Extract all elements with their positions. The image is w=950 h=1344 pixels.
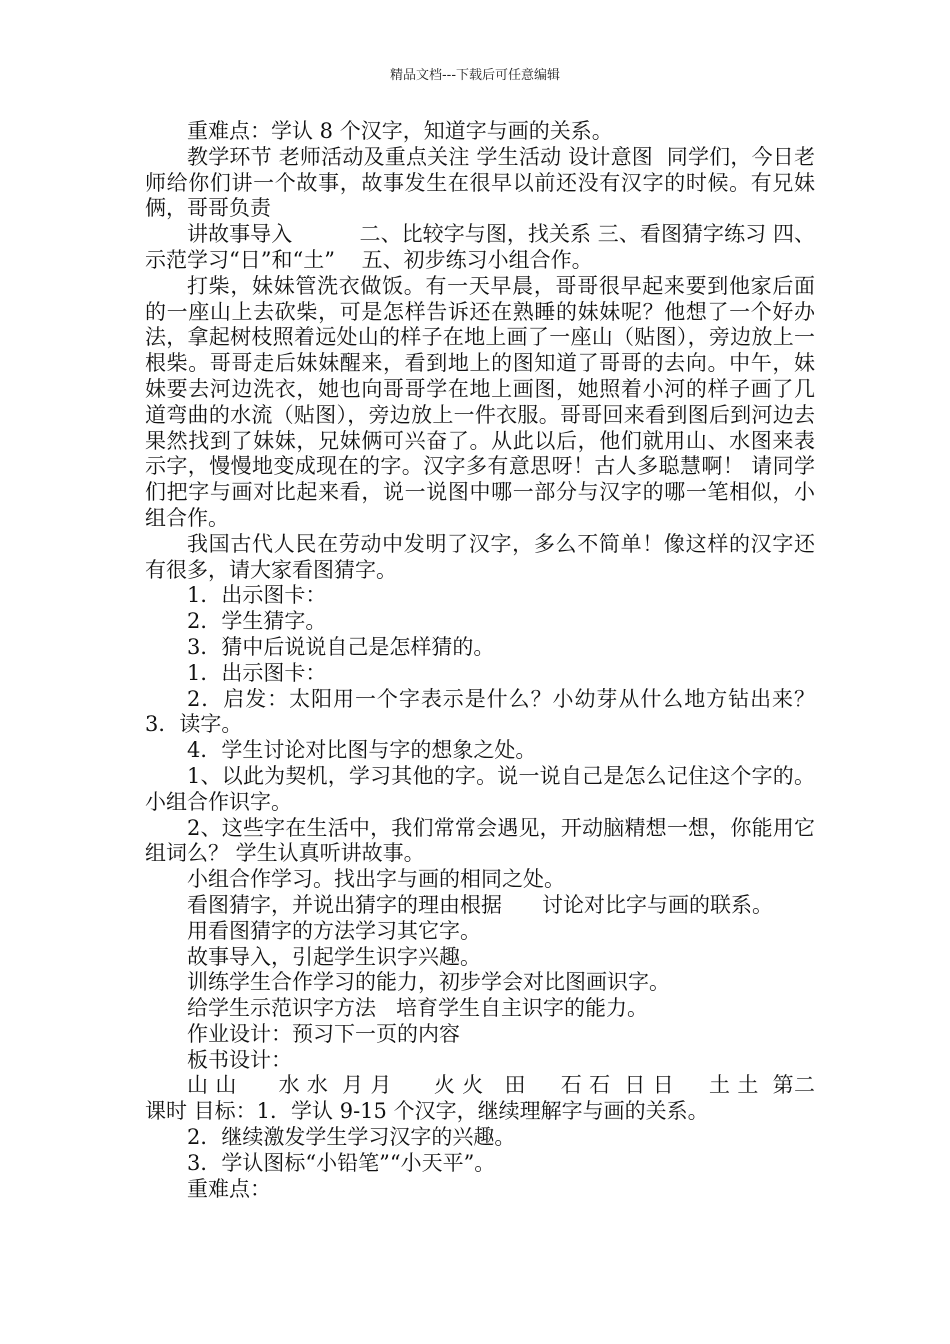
page-header: 精品文档---下载后可任意编辑 — [389, 68, 561, 83]
paragraph: 我国古代人民在劳动中发明了汉字，多么不简单！像这样的汉字还有很多，请大家看图猜字。 — [145, 531, 815, 582]
paragraph: 教学环节 老师活动及重点关注 学生活动 设计意图 同学们，今日老师给你们讲一个故事，故事发生在很早以前还没有汉字的时候。有兄妹俩，哥哥负责 — [145, 144, 815, 221]
paragraph: 讲故事导入 二、比较字与图，找关系 三、看图猜字练习 四、示范学习“日”和“土” 五、初步练习小组合作。 — [145, 222, 815, 272]
paragraph: 小组合作学习。找出字与画的相同之处。 — [187, 867, 565, 892]
paragraph: 训练学生合作学习的能力，初步学会对比图画识字。 — [187, 970, 670, 995]
paragraph: 重难点：学认 8 个汉字，知道字与画的关系。 — [187, 119, 613, 143]
paragraph: 打柴，妹妹管洗衣做饭。有一天早晨，哥哥很早起来要到他家后面的一座山上去砍柴，可是怎样告诉还在熟睡的妹妹呢？他想了一个好办法，拿起树枝照着远处山的样子在地上画了一座山（贴图），旁边放上一根柴。哥哥走后妹妹醒来，看到地上的图知道了哥哥的去向。中午，妹妹要去河边洗衣，她也向哥哥学在地上画图，她照着小河的样子画了几道弯曲的水流（贴图），旁边放上一件衣服。哥哥回来看到图后到河边去果然找到了妹妹，兄妹俩可兴奋了。从此以后，他们就用山、水图来表示字，慢慢地变成现在的字。汉字多有意思呀！古人多聪慧啊！ 请同学们把字与画对比起来看，说一说图中哪一部分与汉字的哪一笔相似，小组合作。 — [145, 273, 815, 530]
paragraph: 故事导入，引起学生识字兴趣。 — [187, 944, 481, 969]
paragraph: 1．出示图卡： — [187, 660, 327, 685]
paragraph: 2．继续激发学生学习汉字的兴趣。 — [187, 1125, 516, 1150]
paragraph: 3．猜中后说说自己是怎样猜的。 — [187, 634, 495, 659]
paragraph: 山 山 水 水 月 月 火 火 田 石 石 日 日 土 土 第二课时 目标：1．学认 9-15 个汉字，继续理解字与画的关系。 — [145, 1073, 815, 1124]
paragraph: 1、以此为契机，学习其他的字。说一说自己是怎么记住这个字的。小组合作识字。 — [145, 763, 815, 814]
paragraph: 作业设计：预习下一页的内容 — [187, 1021, 460, 1046]
paragraph: 2、这些字在生活中，我们常常会遇见，开动脑精想一想，你能用它组词么？ 学生认真听讲故事。 — [145, 815, 815, 866]
paragraph: 看图猜字，并说出猜字的理由根据 讨论对比字与画的联系。 — [187, 892, 774, 917]
document-body — [145, 119, 822, 1202]
paragraph: 重难点： — [187, 1176, 271, 1201]
paragraph: 2．学生猜字。 — [187, 609, 327, 634]
paragraph: 2．启发：太阳用一个字表示是什么？小幼芽从什么地方钻出来？ 3．读字。 — [145, 686, 822, 737]
paragraph: 给学生示范识字方法 培育学生自主识字的能力。 — [187, 996, 649, 1021]
paragraph: 板书设计： — [187, 1047, 292, 1072]
paragraph: 3．学认图标“小铅笔”“小天平”。 — [187, 1150, 496, 1175]
paragraph: 4．学生讨论对比图与字的想象之处。 — [187, 738, 537, 763]
paragraph: 用看图猜字的方法学习其它字。 — [187, 918, 481, 943]
paragraph: 1．出示图卡： — [187, 583, 327, 608]
